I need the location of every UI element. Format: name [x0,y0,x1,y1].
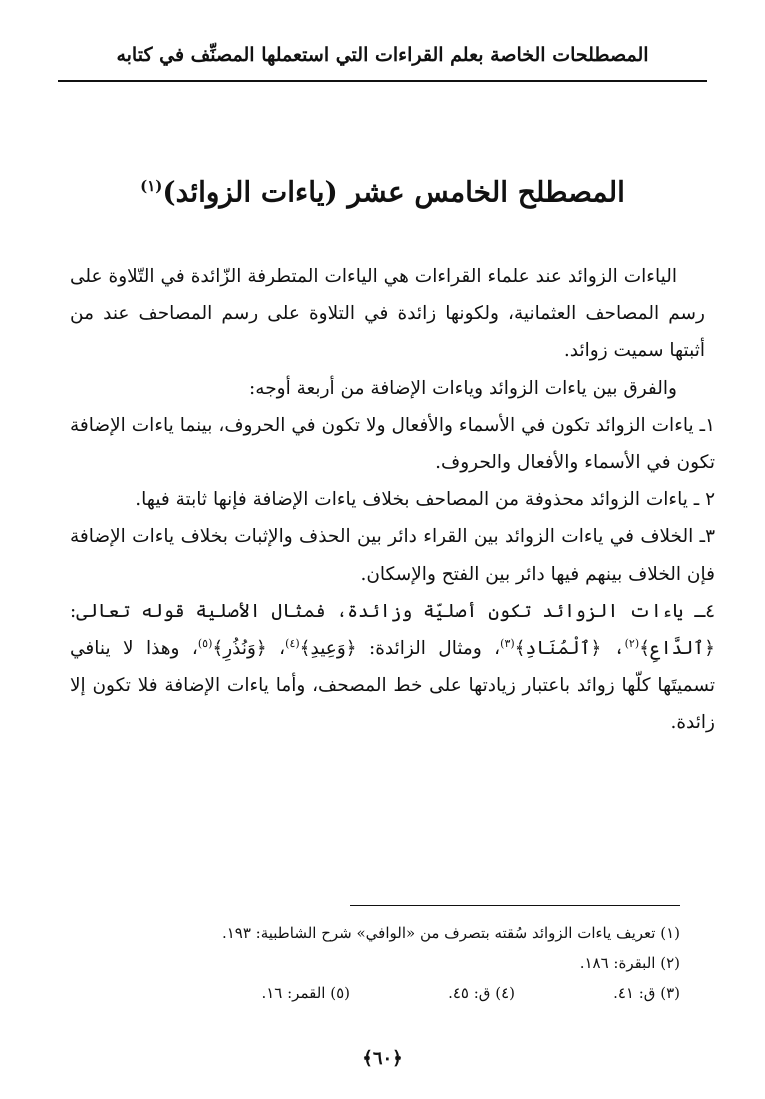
quran-word-almunad: ﴿ٱلْمُنَادِ﴾ [514,638,602,660]
header-rule [58,80,707,82]
main-text [70,258,715,742]
running-header: المصطلحات الخاصة بعلم القراءات التي استعملها المصنِّف في كتابه [116,44,649,66]
footnote-ref-3: (٣) [500,636,515,650]
footnote-2: (٢) البقرة: ١٨٦. [579,954,680,972]
chapter-title [60,166,705,212]
page-number: ﴿٦٠﴾ [362,1048,403,1069]
separator: ، [601,638,625,660]
footnote-ref-1: (١) [140,177,163,195]
quran-word-aldaa: ﴿ٱلدَّاعِ﴾ [639,638,715,660]
footnote-4: (٤) ق: ٤٥. [448,984,515,1002]
footnotes [70,918,680,1008]
difference-item-3: ٣ـ الخلاف في ياءات الزوائد بين القراء دائر بين الحذف والإثبات بخلاف ياءات الإضافة فإن الخلاف بينهم فيها دائر بين الفتح والإسكان. [70,526,715,585]
quran-word-waeed: ﴿وَعِيدِ﴾ [299,638,357,660]
item4-intro: ٤ـ ياءات الزوائد تكون أصليّة وزائدة، فمثال الأصلية قوله تعالى: [70,600,715,622]
chapter-title-text: المصطلح الخامس عشر (ياءات الزوائد) [162,175,625,209]
footnote-row [70,978,680,1008]
footnote-1: (١) تعريف ياءات الزوائد سُقته بتصرف من «الوافي» شرح الشاطبية: ١٩٣. [221,924,680,942]
paragraph-definition: الياءات الزوائد عند علماء القراءات هي الياءات المتطرفة الزّائدة في التّلاوة على رسم المصاحف العثمانية، ولكونها زائدة في التلاوة على رسم المصاحف عند من أثبتها سميت زوائد. [70,266,705,362]
separator: ، [266,638,286,660]
footnote-5: (٥) القمر: ١٦. [261,984,350,1002]
footnote-ref-4: (٤) [285,636,300,650]
paragraph-differences-intro: والفرق بين ياءات الزوائد وياءات الإضافة من أربعة أوجه: [249,377,677,399]
footnote-ref-2: (٢) [624,636,640,650]
difference-item-1: ١ـ ياءات الزوائد تكون في الأسماء والأفعال ولا تكون في الحروف، بينما ياءات الإضافة تكون في الأسماء والأفعال والحروف. [70,414,715,474]
item4-rest: ، وهذا لا ينافي تسميتَها كلّها زوائد باعتبار زيادتها على خط المصحف، وأما ياءات الإضافة فلا تكون إلا زائدة. [70,638,715,734]
footnote-ref-5: (٥) [197,636,213,650]
footnote-3: (٣) ق: ٤١. [613,984,680,1002]
difference-item-2: ٢ ـ ياءات الزوائد محذوفة من المصاحف بخلاف ياءات الإضافة فإنها ثابتة فيها. [135,489,715,511]
item4-mid: ، ومثال الزائدة: [356,638,501,660]
footnote-rule [350,905,680,906]
difference-item-4 [70,593,715,742]
quran-word-wanudhur: ﴿وَنُذُرِ﴾ [212,638,267,660]
